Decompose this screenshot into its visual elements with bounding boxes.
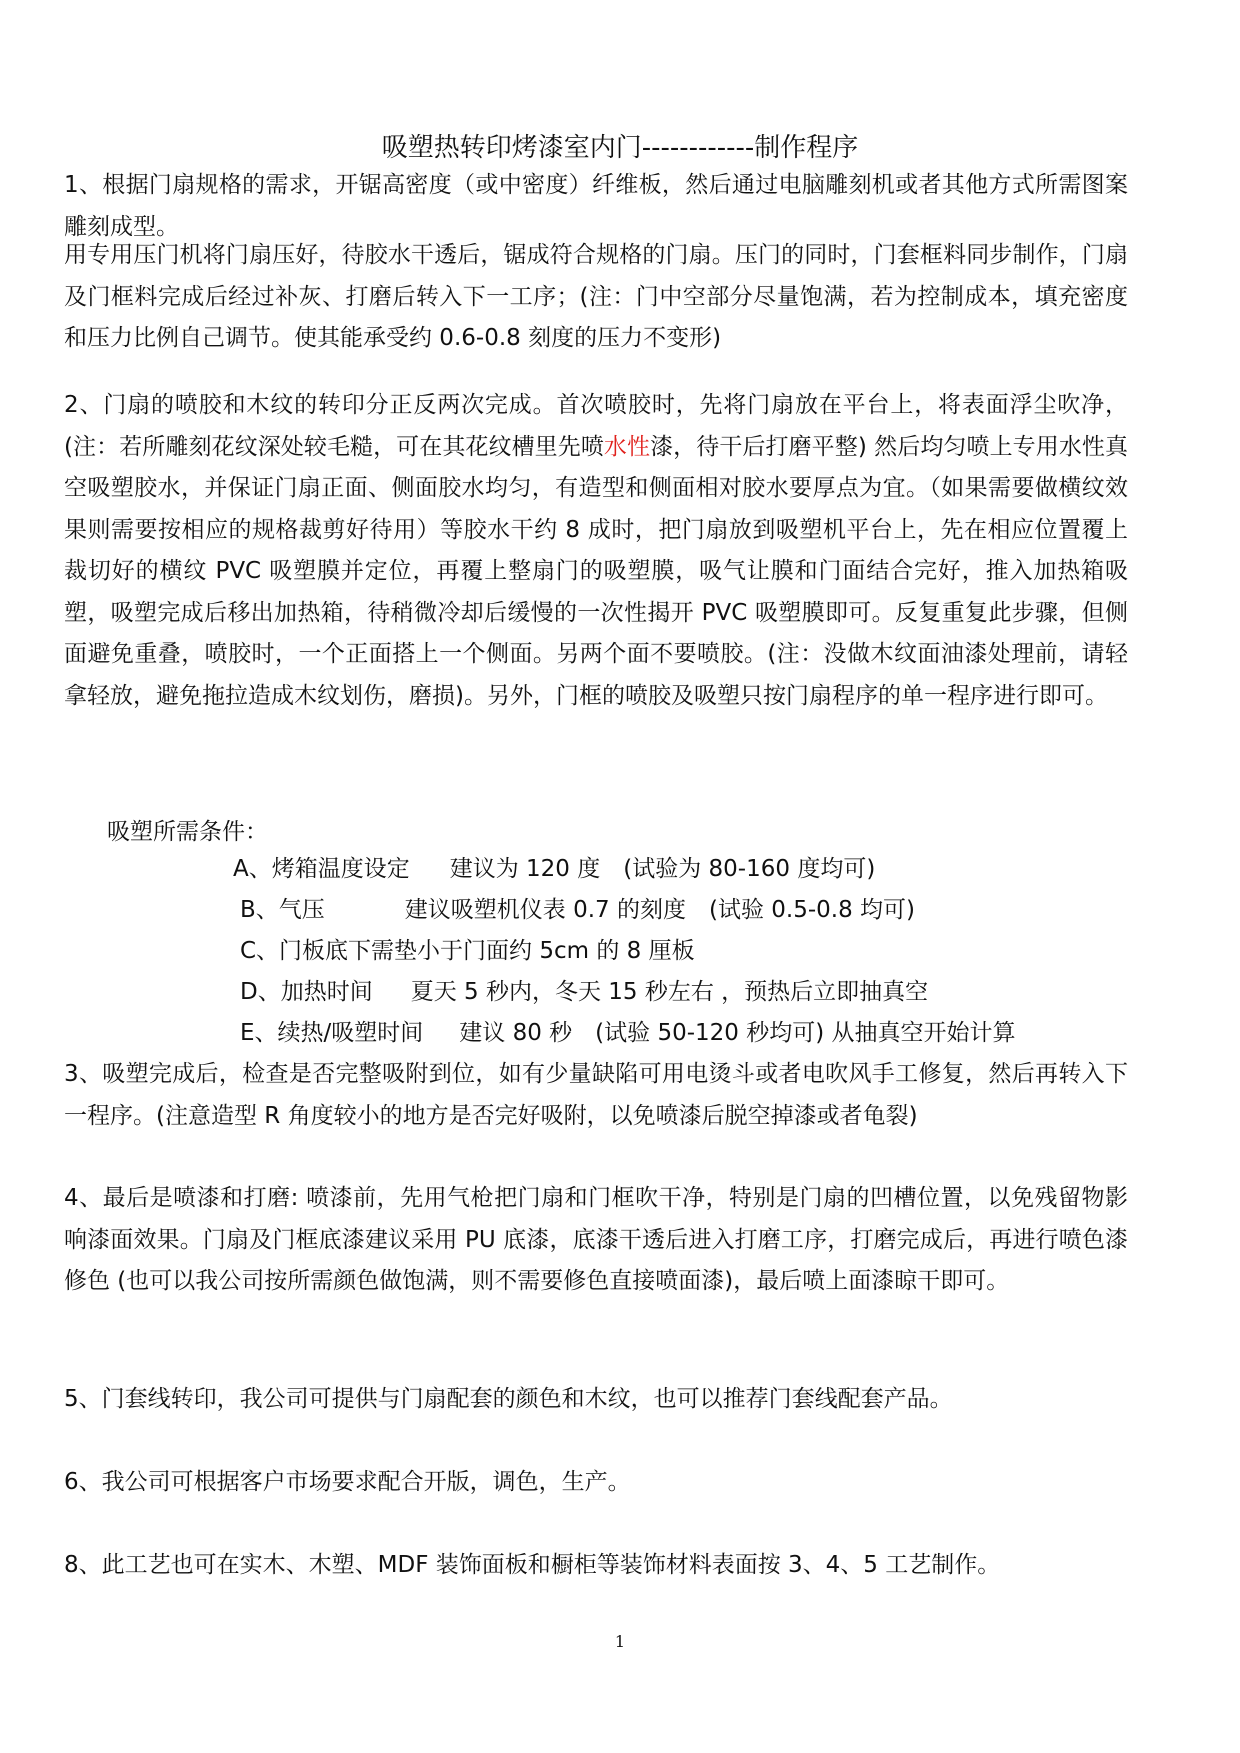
paragraph-3: 3、吸塑完成后，检查是否完整吸附到位，如有少量缺陷可用电烫斗或者电吹风手工修复，然后再转入下一程序。(注意造型 R 角度较小的地方是否完好吸附，以免喷漆后脱空掉漆或者龟裂) [64, 1061, 1128, 1129]
condition-d-detail: 夏天 5 秒内，冬天 15 秒左右 ，预热后立即抽真空 [410, 979, 929, 1005]
condition-d-label: D、加热时间 [240, 979, 373, 1005]
paragraph-1b: 用专用压门机将门扇压好，待胶水干透后，锯成符合规格的门扇。压门的同时，门套框料同步制作，门扇及门框料完成后经过补灰、打磨后转入下一工序；(注：门中空部分尽量饱满，若为控制成本，填充密度和压力比例自己调节。使其能承受约 0.6-0.8 刻度的压力不变形) [64, 242, 1128, 351]
condition-b-label: B、气压 [240, 897, 325, 923]
highlight-water-based: 水性 [603, 433, 651, 460]
document-title: 吸塑热转印烤漆室内门------------制作程序 [381, 133, 859, 163]
condition-a-detail: 建议为 120 度 (试验为 80-160 度均可) [449, 856, 876, 882]
conditions-header: 吸塑所需条件： [107, 819, 268, 845]
paragraph-2 [64, 385, 1128, 717]
condition-a-label: A、烤箱温度设定 [233, 856, 410, 882]
paragraph-8: 8、此工艺也可在实木、木塑、MDF 装饰面板和橱柜等装饰材料表面按 3、4、5 工艺制作。 [64, 1552, 1001, 1578]
condition-c-label: C、门板底下需垫小于门面约 5cm 的 8 厘板 [240, 938, 695, 964]
paragraph-2-text-after: 漆，待干后打磨平整) 然后均匀喷上专用水性真空吸塑胶水，并保证门扇正面、侧面胶水均匀，有造型和侧面相对胶水要厚点为宜。（如果需要做横纹效果则需要按相应的规格裁剪好待用）等胶水干约 8 成时，把门扇放到吸塑机平台上，先在相应位置覆上裁切好的横纹 PVC 吸塑膜并定位，再覆上整扇门的吸塑膜，吸气让膜和门面结合完好，推入加热箱吸塑，吸塑完成后移出加热箱，待稍微冷却后缓慢的一次性揭开 PVC 吸塑膜即可。反复重复此步骤，但侧面避免重叠，喷胶时，一个正面搭上一个侧面。另两个面不要喷胶。(注：没做木纹面油漆处理前，请轻拿轻放，避免拖拉造成木纹划伤，磨损)。另外，门框的喷胶及吸塑只按门扇程序的单一程序进行即可。 [64, 433, 1128, 709]
paragraph-5: 5、门套线转印，我公司可提供与门扇配套的颜色和木纹，也可以推荐门套线配套产品。 [64, 1386, 953, 1412]
paragraph-2-text-before: 2、门扇的喷胶和木纹的转印分正反两次完成。首次喷胶时，先将门扇放在平台上，将表面浮尘吹净，(注：若所雕刻花纹深处较毛糙，可在其花纹槽里先喷 [64, 392, 1128, 460]
paragraph-6: 6、我公司可根据客户市场要求配合开版，调色，生产。 [64, 1469, 631, 1495]
condition-a [233, 849, 875, 891]
condition-c [240, 931, 695, 973]
condition-d [240, 972, 928, 1014]
condition-e-label: E、续热/吸塑时间 [240, 1020, 424, 1046]
condition-e [240, 1013, 1016, 1055]
condition-b [240, 890, 915, 932]
page-number: 1 [614, 1632, 626, 1651]
condition-b-detail: 建议吸塑机仪表 0.7 的刻度 (试验 0.5-0.8 均可) [404, 897, 916, 923]
condition-e-detail: 建议 80 秒 (试验 50-120 秒均可) 从抽真空开始计算 [459, 1020, 1016, 1046]
paragraph-4: 4、最后是喷漆和打磨: 喷漆前，先用气枪把门扇和门框吹干净，特别是门扇的凹槽位置，以免残留物影响漆面效果。门扇及门框底漆建议采用 PU 底漆，底漆干透后进入打磨工序，打磨完成后，再进行喷色漆修色 (也可以我公司按所需颜色做饱满，则不需要修色直接喷面漆)，最后喷上面漆晾干即可。 [64, 1185, 1128, 1294]
paragraph-1a: 1、根据门扇规格的需求，开锯高密度（或中密度）纤维板，然后通过电脑雕刻机或者其他方式所需图案雕刻成型。 [64, 172, 1128, 240]
